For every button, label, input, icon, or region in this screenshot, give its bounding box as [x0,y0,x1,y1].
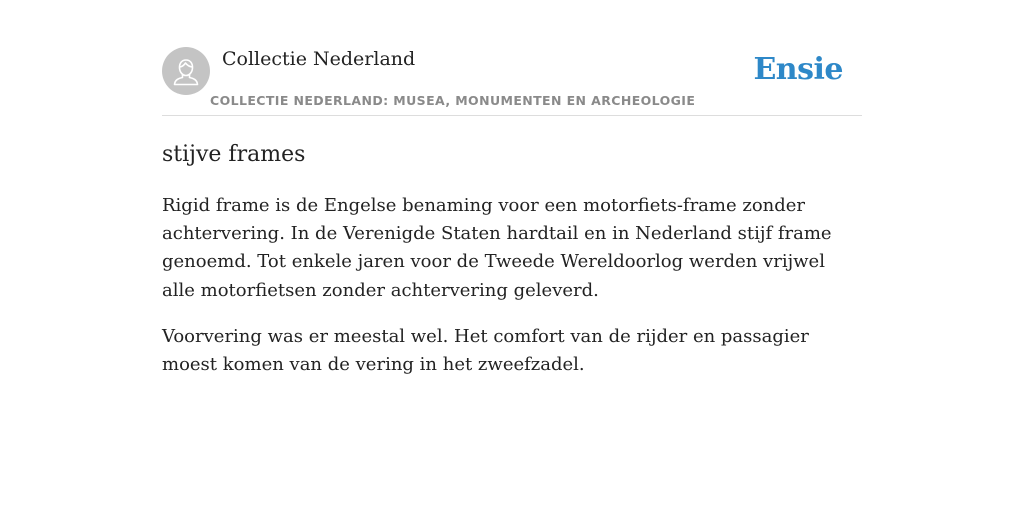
article-paragraph: Voorvering was er meestal wel. Het comfort van de rijder en passagier moest komen van de vering in het zweefzadel. [162,325,809,376]
author-name[interactable]: Collectie Nederland [222,48,416,70]
ensie-logo[interactable]: Ensie [753,52,843,87]
article-body [162,192,862,379]
page [162,0,862,379]
avatar[interactable] [162,47,210,95]
collection-subtitle[interactable]: COLLECTIE NEDERLAND: MUSEA, MONUMENTEN EN ARCHEOLOGIE [210,93,696,108]
article-paragraph: Rigid frame is de Engelse benaming voor een motorfiets-frame zonder achtervering. In de Verenigde Staten hardtail en in Nederland stijf frame genoemd. Tot enkele jaren voor de Tweede Wereldoorlog werden vrijwel alle motorfietsen zonder achtervering geleverd. [162,195,832,301]
user-icon [162,47,210,95]
article-header [162,47,862,116]
page-title: stijve frames [162,142,306,167]
